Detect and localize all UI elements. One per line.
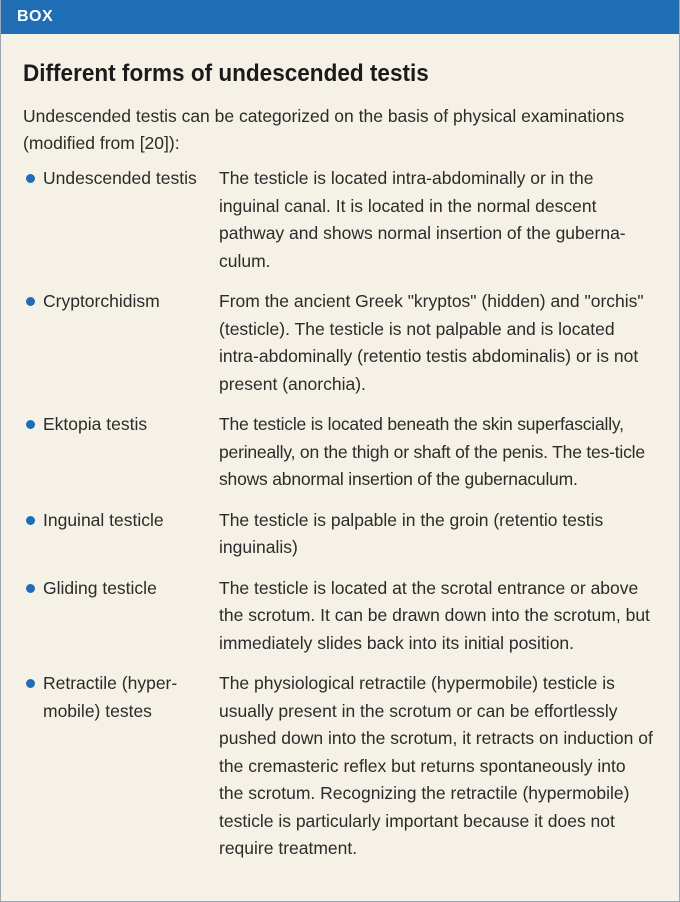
definition-text: The testicle is located intra-abdominally or in the inguinal canal. It is located in the normal descent pathway and shows normal insertion of the guberna-culum. [219, 168, 626, 271]
definition-row [23, 575, 657, 658]
bullet-icon [26, 679, 35, 688]
box-content [1, 34, 679, 863]
bullet-icon [26, 584, 35, 593]
definition-row [23, 507, 657, 562]
term-label: Gliding testicle [43, 577, 157, 598]
term-cell [23, 670, 215, 863]
bullet-icon [26, 420, 35, 429]
term-cell [23, 165, 215, 275]
definition-text: The physiological retractile (hypermobile) testicle is usually present in the scrotum or can be effortlessly pushed down into the scrotum, it retracts on induction of the cremasteric reflex but returns spontaneously into the scrotum. Recognizing the retractile (hypermobile) testicle is particularly important because it does not require treatment. [219, 673, 653, 858]
term-label: Ektopia testis [43, 414, 148, 434]
box-title: Different forms of undescended testis [23, 60, 429, 87]
bullet-icon [26, 297, 35, 306]
term-label: Retractile (hyper-mobile) testes [43, 673, 178, 721]
definition-text: The testicle is located beneath the skin superfascially, perineally, on the thigh or shaft of the penis. The tes-ticle shows abnormal insertion of the gubernaculum. [219, 414, 645, 489]
term-cell [23, 507, 215, 562]
term-cell [23, 288, 215, 398]
definition-text: From the ancient Greek "kryptos" (hidden) and "orchis" (testicle). The testicle is not palpable and is located intra-abdominally (retentio testis abdominalis) or is not present (anorchia). [219, 291, 644, 394]
term-label: Inguinal testicle [43, 509, 164, 530]
term-label: Undescended testis [43, 168, 197, 188]
bullet-icon [26, 516, 35, 525]
bullet-icon [26, 174, 35, 183]
term-cell [23, 575, 215, 658]
definition-row [23, 165, 657, 275]
intro-paragraph: Undescended testis can be categorized on the basis of physical examinations (modified from [20]): [23, 106, 625, 153]
definition-row [23, 670, 657, 863]
definition-text: The testicle is palpable in the groin (retentio testis inguinalis) [219, 509, 604, 557]
definition-row [23, 288, 657, 398]
term-label: Cryptorchidism [43, 291, 160, 311]
definition-row [23, 411, 657, 494]
term-cell [23, 411, 215, 494]
definition-text: The testicle is located at the scrotal entrance or above the scrotum. It can be drawn down into the scrotum, but immediately slides back into its initial position. [219, 577, 650, 653]
box-header-label: BOX [1, 0, 679, 34]
